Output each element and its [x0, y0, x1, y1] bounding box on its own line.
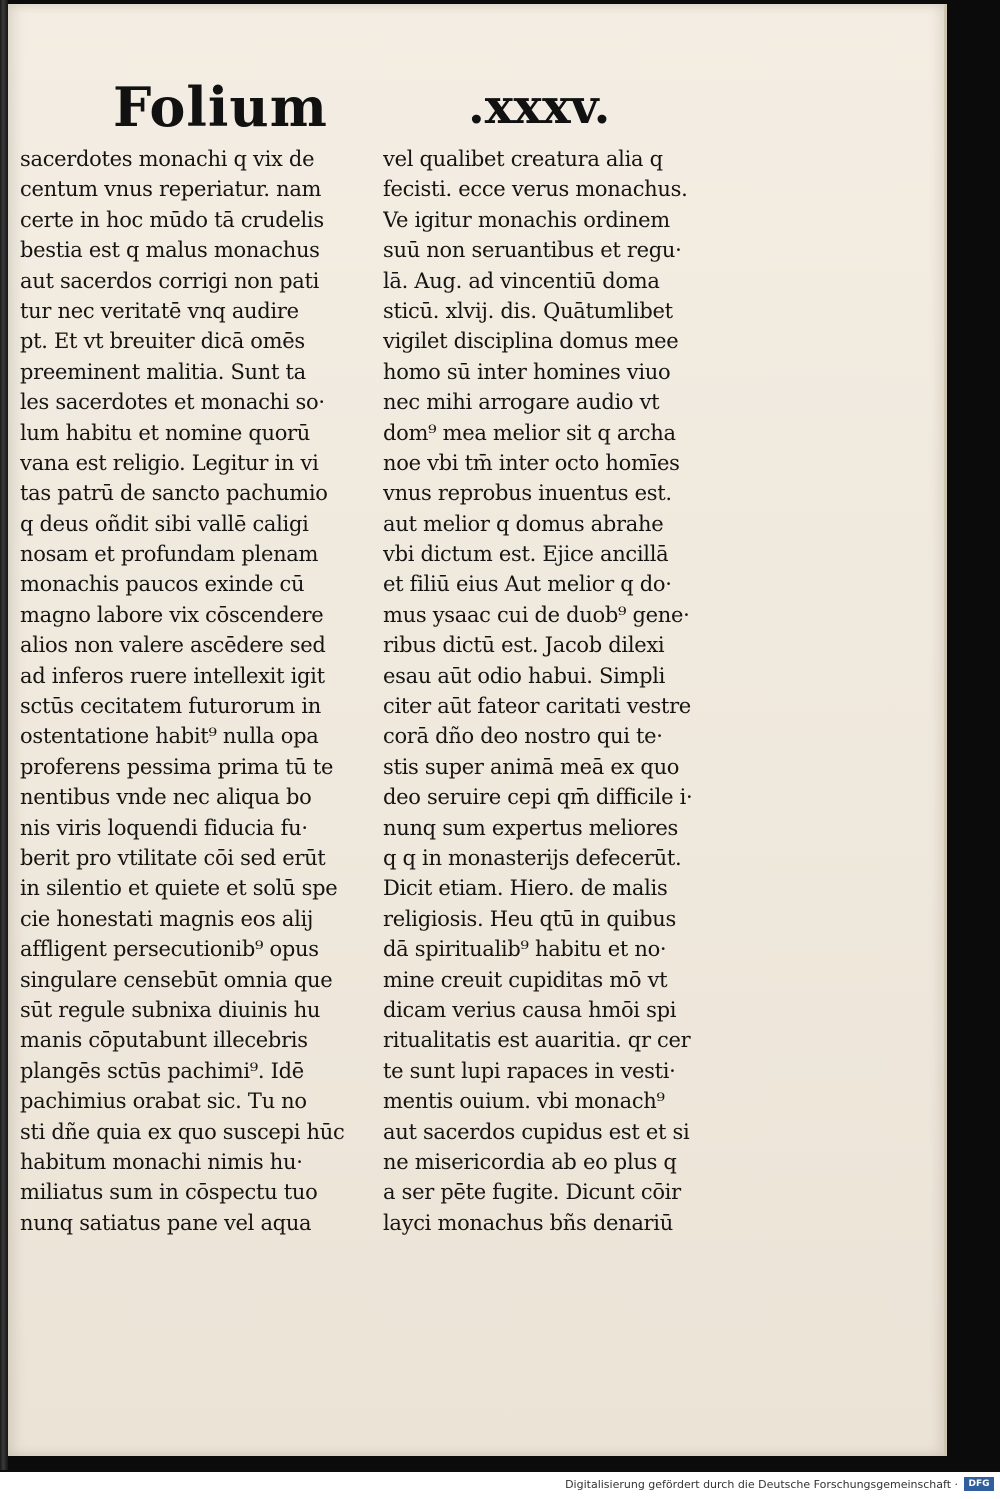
text-line: singulare censebūt omnia que [20, 967, 333, 992]
text-line: miliatus sum in cōspectu tuo [20, 1180, 318, 1205]
text-line: certe in hoc mūdo tā crudelis [20, 207, 324, 232]
text-line: fecisti. ecce verus monachus. [383, 177, 688, 202]
text-line: lum habitu et nomine quorū [20, 420, 311, 445]
text-line: sūt regule subnixa diuinis hu [20, 997, 321, 1022]
text-line: sctūs cecitatem futurorum in [20, 694, 321, 719]
text-line: ritualitatis est auaritia. qr cer [383, 1028, 691, 1053]
text-line: manis cōputabunt illecebris [20, 1028, 308, 1053]
text-line: pt. Et vt breuiter dicā omēs [20, 329, 305, 354]
text-line: berit pro vtilitate cōi sed erūt [20, 845, 326, 870]
text-line: vana est religio. Legitur in vi [20, 450, 319, 475]
text-column-left [20, 144, 375, 1238]
text-line: noe vbi tm̄ inter octo homīes [383, 450, 680, 475]
text-line: nunq satiatus pane vel aqua [20, 1210, 312, 1235]
text-line: ne misericordia ab eo plus q [383, 1149, 677, 1174]
text-line: lā. Aug. ad vincentiū doma [383, 268, 660, 293]
text-line: vigilet disciplina domus mee [383, 329, 679, 354]
text-line: dā spiritualib⁹ habitu et no· [383, 937, 667, 962]
text-line: esau aūt odio habui. Simpli [383, 663, 666, 688]
text-line: suū non seruantibus et regu· [383, 238, 682, 263]
text-line: vnus reprobus inuentus est. [383, 481, 672, 506]
text-line: deo seruire cepi qm̄ difficile i· [383, 785, 693, 810]
text-line: in silentio et quiete et solū spe [20, 876, 338, 901]
text-line: aut sacerdos corrigi non pati [20, 268, 320, 293]
text-line: Ve igitur monachis ordinem [383, 207, 670, 232]
text-line: nunq sum expertus meliores [383, 815, 679, 840]
text-line: magno labore vix cōscendere [20, 602, 324, 627]
page-header [113, 74, 633, 144]
text-line: q q in monasterijs defecerūt. [383, 845, 682, 870]
text-line: Dicit etiam. Hiero. de malis [383, 876, 668, 901]
text-line: vel qualibet creatura alia q [383, 147, 663, 171]
text-line: citer aūt fateor caritati vestre [383, 694, 691, 719]
text-line: sacerdotes monachi q vix de [20, 147, 315, 171]
text-line: mus ysaac cui de duob⁹ gene· [383, 602, 690, 627]
footer-credit: Digitalisierung gefördert durch die Deutsche Forschungsgemeinschaft · [565, 1478, 958, 1491]
text-line: et filiū eius Aut melior q do· [383, 572, 672, 597]
text-line: ostentatione habit⁹ nulla opa [20, 724, 319, 749]
text-line: habitum monachi nimis hu· [20, 1149, 303, 1174]
text-line: bestia est q malus monachus [20, 238, 320, 263]
text-line: plangēs sctūs pachimi⁹. Idē [20, 1058, 304, 1083]
text-line: q deus oñdit sibi vallē caligi [20, 511, 309, 536]
text-line: pachimius orabat sic. Tu no [20, 1089, 307, 1114]
text-line: preeminent malitia. Sunt ta [20, 359, 306, 384]
text-line: homo sū inter homines viuo [383, 359, 671, 384]
text-line: les sacerdotes et monachi so· [20, 390, 325, 415]
text-line: monachis paucos exinde cū [20, 572, 305, 597]
text-line: te sunt lupi rapaces in vesti· [383, 1058, 676, 1083]
text-line: nosam et profundam plenam [20, 542, 319, 567]
text-line: nis viris loquendi fiducia fu· [20, 815, 308, 840]
text-line: sticū. xlvij. dis. Quātumlibet [383, 298, 673, 323]
book-page [8, 4, 947, 1456]
text-line: religiosis. Heu qtū in quibus [383, 906, 676, 931]
text-line: mentis ouium. vbi monach⁹ [383, 1089, 665, 1114]
footer-bar [0, 1472, 1000, 1499]
text-line: aut sacerdos cupidus est et si [383, 1119, 690, 1144]
folio-title: Folium [113, 75, 328, 139]
text-line: alios non valere ascēdere sed [20, 633, 326, 658]
text-line: cie honestati magnis eos alij [20, 906, 314, 931]
text-line: tas patrū de sancto pachumio [20, 481, 328, 506]
text-line: layci monachus bñs denariū [383, 1210, 673, 1235]
text-line: aut melior q domus abrahe [383, 511, 664, 536]
text-line: affligent persecutionib⁹ opus [20, 937, 319, 962]
text-line: nentibus vnde nec aliqua bo [20, 785, 312, 810]
text-line: proferens pessima prima tū te [20, 754, 334, 779]
text-line: ribus dictū est. Jacob dilexi [383, 633, 665, 658]
text-line: a ser pēte fugite. Dicunt cōir [383, 1180, 681, 1205]
text-line: vbi dictum est. Ejice ancillā [383, 542, 669, 567]
text-line: dicam verius causa hmōi spi [383, 997, 677, 1022]
text-line: tur nec veritatē vnq audire [20, 298, 299, 323]
text-line: ad inferos ruere intellexit igit [20, 663, 325, 688]
book-spine [0, 0, 8, 1470]
text-line: sti dñe quia ex quo suscepi hūc [20, 1119, 345, 1144]
folio-number: .xxxv. [468, 79, 611, 135]
dfg-logo: DFG [964, 1477, 994, 1491]
text-line: stis super animā meā ex quo [383, 754, 680, 779]
text-line: dom⁹ mea melior sit q archa [383, 420, 676, 445]
text-line: centum vnus reperiatur. nam [20, 177, 322, 202]
text-line: mine creuit cupiditas mō vt [383, 967, 668, 992]
text-line: nec mihi arrogare audio vt [383, 390, 660, 415]
text-line: corā dño deo nostro qui te· [383, 724, 663, 749]
text-column-right [383, 144, 738, 1238]
